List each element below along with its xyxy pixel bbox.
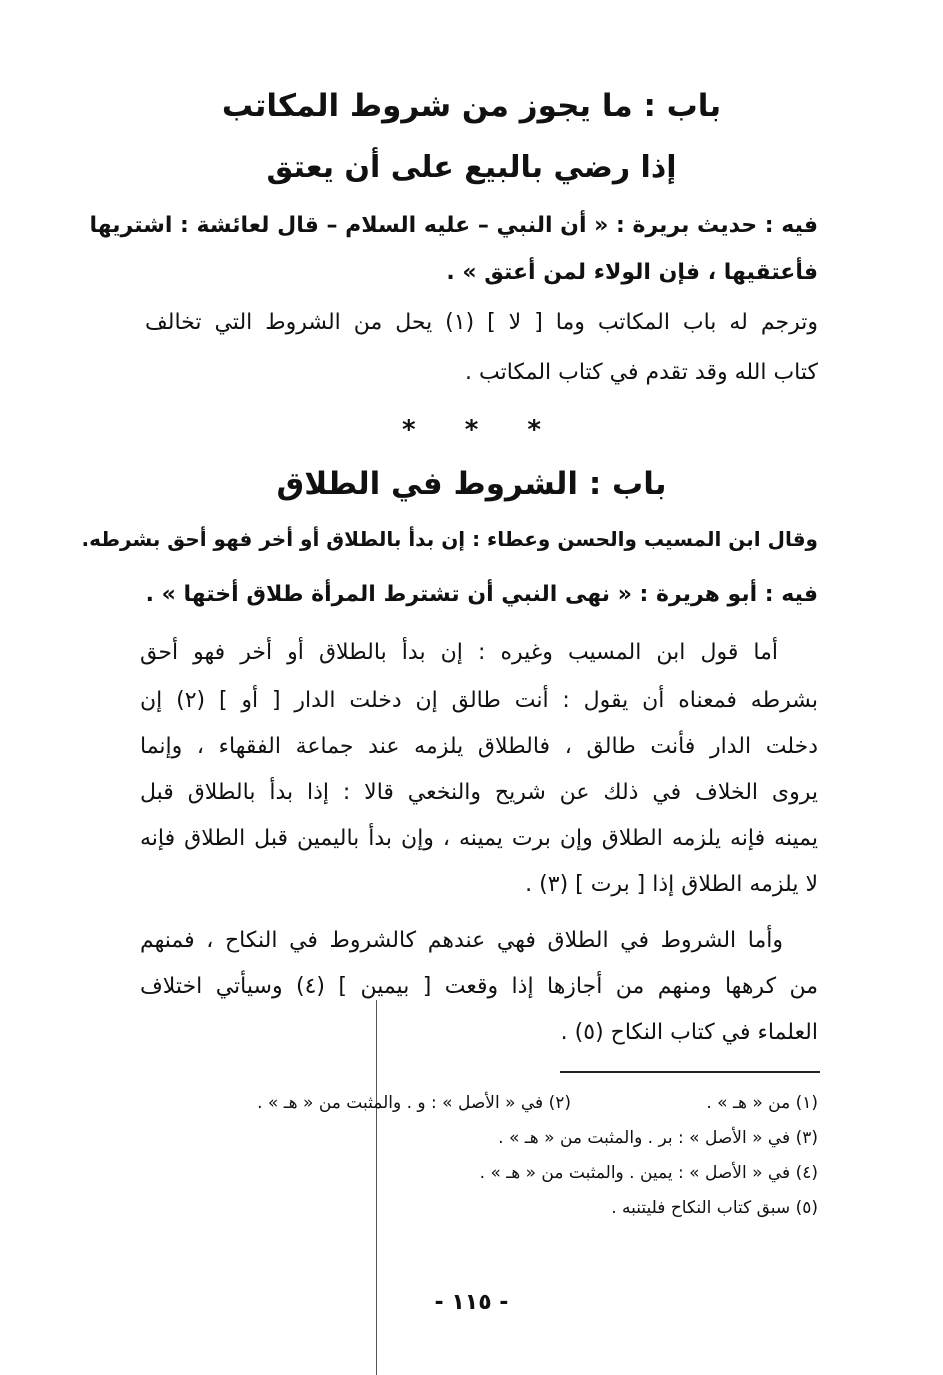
text-line: يمينه فإنه يلزمه الطلاق وإن برت يمينه ، وإن بدأ باليمين قبل الطلاق فإنه <box>140 826 818 851</box>
text-line: أما قول ابن المسيب وغيره : إن بدأ بالطلاق أو أخر فهو أحق <box>140 640 778 665</box>
section-title: باب : الشروط في الطلاق <box>276 466 667 502</box>
text-line: وترجم له باب المكاتب وما [ لا ] (١) يحل من الشروط التي تخالف <box>145 310 818 335</box>
text-line: بشرطه فمعناه أن يقول : أنت طالق إن دخلت الدار [ أو ] (٢) إن <box>140 688 818 713</box>
text-line: فأعتقيها ، فإن الولاء لمن أعتق » . <box>446 260 818 285</box>
footnote-4: (٤) في « الأصل » : يمين . والمثبت من « هـ » . <box>479 1163 818 1183</box>
text-line: من كرهها ومنهم من أجازها إذا وقعت [ بيمين ] (٤) وسيأتي اختلاف <box>140 974 819 999</box>
text-line: دخلت الدار فأنت طالق ، فالطلاق يلزمه عند جماعة الفقهاء ، وإنما <box>140 734 818 759</box>
text-line: العلماء في كتاب النكاح (٥) . <box>560 1020 818 1045</box>
scan-artifact-line <box>376 1000 377 1375</box>
text-line: فيه : حديث بريرة : « أن النبي – عليه السلام – قال لعائشة : اشتريها <box>89 213 818 238</box>
footnote-2: (٢) في « الأصل » : و . والمثبت من « هـ » . <box>257 1093 571 1113</box>
page-number: - ١١٥ - <box>434 1290 509 1315</box>
footnote-1: (١) من « هـ » . <box>706 1093 818 1113</box>
chapter-title: باب : ما يجوز من شروط المكاتب <box>221 88 722 124</box>
footnote-5: (٥) سبق كتاب النكاح فليتنبه . <box>611 1198 818 1218</box>
text-line: يروى الخلاف في ذلك عن شريح والنخعي قالا : إذا بدأ بالطلاق قبل <box>140 780 818 805</box>
text-line: وقال ابن المسيب والحسن وعطاء : إن بدأ بالطلاق أو أخر فهو أحق بشرطه. <box>81 527 818 551</box>
text-line: لا يلزمه الطلاق إذا [ برت ] (٣) . <box>525 872 818 897</box>
section-divider-stars: * * * <box>402 415 541 445</box>
footnote-separator <box>560 1071 820 1073</box>
chapter-subtitle: إذا رضي بالبيع على أن يعتق <box>266 150 677 185</box>
text-line: كتاب الله وقد تقدم في كتاب المكاتب . <box>465 360 818 385</box>
text-line: وأما الشروط في الطلاق فهي عندهم كالشروط في النكاح ، فمنهم <box>140 928 783 953</box>
footnote-3: (٣) في « الأصل » : بر . والمثبت من « هـ » . <box>498 1128 818 1148</box>
text-line: فيه : أبو هريرة : « نهى النبي أن تشترط المرأة طلاق أختها » . <box>145 582 818 607</box>
